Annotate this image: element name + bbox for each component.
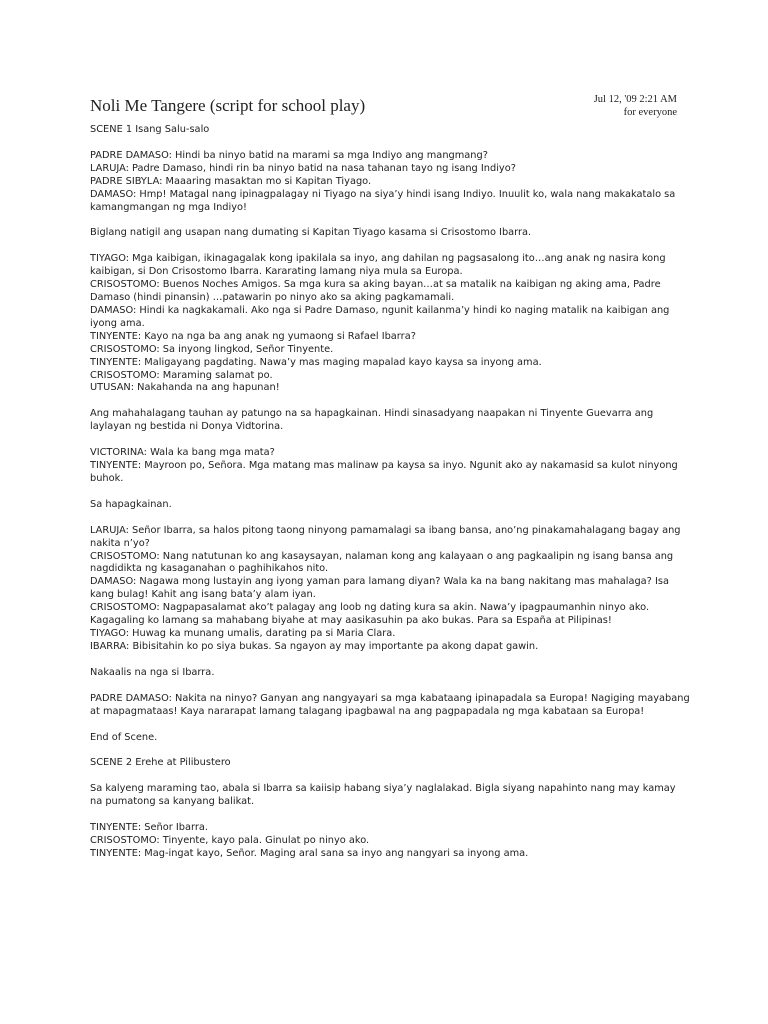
script-line: Sa hapagkainan. bbox=[90, 498, 172, 510]
script-line: DAMASO: Nagawa mong lustayin ang iyong yaman para lamang diyan? Wala ka na bang nakitang mas mahalaga? Isa kang bulag! Kahit ang isang bata’y alam iyan. bbox=[90, 576, 669, 601]
script-paragraph bbox=[90, 667, 690, 680]
script-line: LARUJA: Padre Damaso, hindi rin ba ninyo batid na nasa tahanan tayo ng isang Indiyo? bbox=[90, 162, 516, 174]
script-line: TINYENTE: Señor Ibarra. bbox=[90, 822, 208, 834]
post-meta bbox=[594, 93, 677, 119]
script-line: Sa kalyeng maraming tao, abala si Ibarra sa kaiisip habang siya’y naglalakad. Bigla siyang napahinto nang may kamay na pumatong sa kanyang balikat. bbox=[90, 783, 676, 808]
script-paragraph bbox=[90, 757, 690, 770]
script-line: CRISOSTOMO: Buenos Noches Amigos. Sa mga kura sa aking bayan…at sa matalik na kaibigan ng aking ama, Padre Damaso (hindi pinansin) …patawarin po ninyo ako sa aking pagkamamali. bbox=[90, 279, 661, 304]
script-line: DAMASO: Hmp! Matagal nang ipinagpalagay ni Tiyago na siya’y hindi isang Indiyo. Inuulit ko, wala nang makakatalo sa kamangmangan ng mga Indiyo! bbox=[90, 188, 676, 213]
script-line: TINYENTE: Mag-ingat kayo, Señor. Maging aral sana sa inyo ang nangyari sa inyong ama. bbox=[90, 847, 529, 859]
script-line: IBARRA: Bibisitahin ko po siya bukas. Sa ngayon ay may importante pa akong dapat gawin. bbox=[90, 640, 539, 652]
script-line: CRISOSTOMO: Sa inyong lingkod, Señor Tinyente. bbox=[90, 343, 334, 355]
script-line: Biglang natigil ang usapan nang dumating si Kapitan Tiyago kasama si Crisostomo Ibarra. bbox=[90, 227, 532, 239]
script-paragraph bbox=[90, 150, 690, 215]
script-line: CRISOSTOMO: Nang natutunan ko ang kasaysayan, nalaman kong ang kalayaan o ang pagkaalipin ng isang bansa ang nagdidikta ng kasaganahan o paghihikahos nito. bbox=[90, 550, 674, 575]
document-title: Noli Me Tangere (script for school play) bbox=[90, 96, 366, 115]
script-paragraph bbox=[90, 693, 690, 719]
script-paragraph bbox=[90, 227, 690, 240]
script-line: Ang mahahalagang tauhan ay patungo na sa hapagkainan. Hindi sinasadyang naapakan ni Tinyente Guevarra ang laylayan ng bestida ni Donya Vidtorina. bbox=[90, 408, 654, 433]
script-paragraph bbox=[90, 124, 690, 137]
script-line: SCENE 1 Isang Salu-salo bbox=[90, 124, 210, 135]
script-paragraph bbox=[90, 822, 690, 861]
script-line: TIYAGO: Huwag ka munang umalis, darating pa si Maria Clara. bbox=[90, 628, 396, 639]
script-line: UTUSAN: Nakahanda na ang hapunan! bbox=[90, 382, 280, 394]
script-paragraph bbox=[90, 253, 690, 395]
script-paragraph bbox=[90, 732, 690, 745]
script-line: LARUJA: Señor Ibarra, sa halos pitong taong ninyong pamamalagi sa ibang bansa, ano’ng pinakamahalagang bagay ang nakita n’yo? bbox=[90, 524, 681, 549]
post-audience: for everyone bbox=[623, 107, 677, 118]
script-paragraph bbox=[90, 447, 690, 486]
script-line: TINYENTE: Mayroon po, Señora. Mga matang mas malinaw pa kaysa sa inyo. Ngunit ako ay nakamasid sa kulot ninyong buhok. bbox=[90, 460, 678, 484]
script-paragraph bbox=[90, 499, 690, 512]
post-date: Jul 12, '09 2:21 AM bbox=[593, 94, 677, 105]
script-paragraph bbox=[90, 408, 690, 434]
script-line: End of Scene. bbox=[90, 731, 158, 743]
script-line: TINYENTE: Kayo na nga ba ang anak ng yumaong si Rafael Ibarra? bbox=[90, 330, 416, 342]
script-line: TINYENTE: Maligayang pagdating. Nawa’y mas maging mapalad kayo kaysa sa inyong ama. bbox=[90, 356, 542, 368]
script-paragraph bbox=[90, 783, 690, 809]
script-line: CRISOSTOMO: Maraming salamat po. bbox=[90, 369, 273, 381]
script-line: SCENE 2 Erehe at Pilibustero bbox=[90, 757, 231, 769]
script-line: PADRE DAMASO: Nakita na ninyo? Ganyan ang nangyayari sa mga kabataang ipinapadala sa Europa! Nagiging mayabang at mapagmataas! Kaya nararapat lamang talagang ipagbawal na ang pagpapadala ng mga kabataan sa Europa! bbox=[90, 692, 690, 717]
script-line: CRISOSTOMO: Nagpapasalamat ako’t palagay ang loob ng dating kura sa akin. Nawa’y ipagpaumanhin ninyo ako. Kagagaling ko lamang sa mahabang biyahe at may aasikasuhin pa ako bukas. Para sa España at Pilipinas! bbox=[90, 602, 650, 627]
script-line: DAMASO: Hindi ka nagkakamali. Ako nga si Padre Damaso, ngunit kailanma’y hindi ko naging matalik na kaibigan ang iyong ama. bbox=[90, 304, 670, 329]
script-line: VICTORINA: Wala ka bang mga mata? bbox=[90, 447, 275, 459]
script-line: PADRE SIBYLA: Maaaring masaktan mo si Kapitan Tiyago. bbox=[90, 175, 372, 187]
script-line: PADRE DAMASO: Hindi ba ninyo batid na marami sa mga Indiyo ang mangmang? bbox=[90, 149, 488, 161]
script-body bbox=[90, 124, 690, 874]
script-line: Nakaalis na nga si Ibarra. bbox=[90, 666, 215, 678]
script-line: TIYAGO: Mga kaibigan, ikinagagalak kong ipakilala sa inyo, ang dahilan ng pagsasalong ito…ang anak ng nasira kong kaibigan, si Don Crisostomo Ibarra. Kararating lamang niya mula sa Europa. bbox=[90, 253, 666, 278]
script-line: CRISOSTOMO: Tinyente, kayo pala. Ginulat po ninyo ako. bbox=[90, 835, 370, 847]
script-paragraph bbox=[90, 525, 690, 654]
